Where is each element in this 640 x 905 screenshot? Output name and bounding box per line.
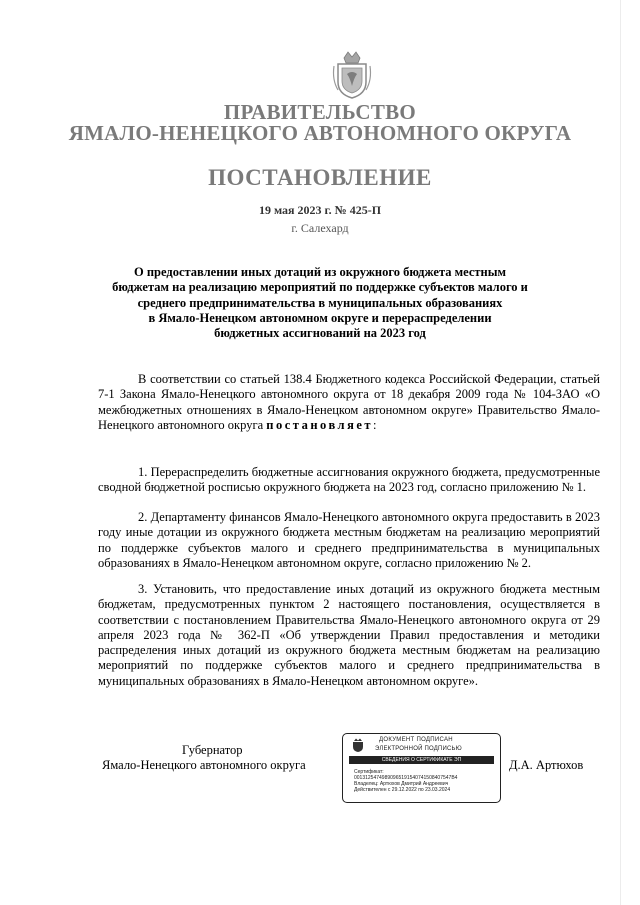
stamp-certificate-bar: СВЕДЕНИЯ О СЕРТИФИКАТЕ ЭП xyxy=(349,756,494,764)
resolves-colon: : xyxy=(373,417,377,432)
subject-line: в Ямало-Ненецком автономном округе и перераспределении xyxy=(148,310,492,325)
item-3-paragraph xyxy=(98,582,600,689)
item-2-text: 2. Департаменту финансов Ямало-Ненецкого автономного округа предоставить в 2023 году иные дотации из окружного бюджета местным бюджетам на реализацию мероприятий по поддержке субъектов малого и среднего предпринимательства в муниципальных образованиях в Ямало-Ненецком автономном округе, согласно приложению № 2. xyxy=(98,510,600,570)
organization-title-line2: ЯМАЛО-НЕНЕЦКОГО АВТОНОМНОГО ОКРУГА xyxy=(68,121,572,145)
page-edge-divider xyxy=(620,0,621,905)
stamp-validity: Действителен с 29.12.2022 по 23.03.2024 xyxy=(354,787,451,793)
stamp-line1: ДОКУМЕНТ ПОДПИСАН xyxy=(379,737,453,743)
subject-line: бюджетных ассигнований на 2023 год xyxy=(214,326,426,341)
item-2-paragraph xyxy=(98,510,600,571)
document-subject xyxy=(0,265,640,341)
preamble-text: В соответствии со статьей 138.4 Бюджетного кодекса Российской Федерации, статьей 7-1 Закона Ямало-Ненецкого автономного округа от 18 декабря 2009 года № 104-ЗАО «О межбюджетных отношениях в Ямало-Ненецком автономном округе» Правительство Ямало-Ненецкого автономного округа xyxy=(98,372,600,432)
subject-line: среднего предпринимательства в муниципальных образованиях xyxy=(137,295,503,310)
stamp-emblem-icon xyxy=(351,738,365,753)
document-type-title: ПОСТАНОВЛЕНИЕ xyxy=(208,165,432,190)
preamble-paragraph xyxy=(98,372,600,433)
organization-title-line1: ПРАВИТЕЛЬСТВО xyxy=(223,100,417,124)
item-1-text: 1. Перераспределить бюджетные ассигнования окружного бюджета, предусмотренные сводной бюджетной росписью окружного бюджета на 2023 год, согласно приложению № 1. xyxy=(98,465,600,495)
stamp-cert-number: 00131254749890965191540741508407547B4 xyxy=(354,775,458,781)
item-1-paragraph xyxy=(98,465,600,496)
electronic-signature-stamp xyxy=(342,733,501,803)
signatory-role-line2: Ямало-Ненецкого автономного округа xyxy=(102,758,306,772)
subject-line: О предоставлении иных дотаций из окружного бюджета местным xyxy=(134,265,506,279)
signatory-role-line1: Губернатор xyxy=(182,743,243,757)
subject-line: бюджетам на реализацию мероприятий по поддержке субъектов малого и xyxy=(112,280,528,295)
coat-of-arms-emblem xyxy=(330,50,374,100)
resolves-word: постановляет xyxy=(266,417,374,432)
document-city: г. Салехард xyxy=(291,221,349,235)
signatory-name: Д.А. Артюхов xyxy=(509,758,584,772)
stamp-cert-label: Сертификат: xyxy=(354,769,384,775)
item-3-text: 3. Установить, что предоставление иных дотаций из окружного бюджета местным бюджетам, предусмотренных пунктом 2 настоящего постановления, осуществляется в соответствии с постановлением Правительства Ямало-Ненецкого автономного округа от 29 апреля 2023 года № 362-П «Об утверждении Правил предоставления и методики распределения иных дотаций из окружного бюджета местным бюджетам на реализацию мероприятий по поддержке субъектов малого и среднего предпринимательства в муниципальных образованиях в Ямало-Ненецком автономном округе». xyxy=(98,582,600,688)
stamp-owner: Владелец: Артюхов Дмитрий Андреевич xyxy=(354,781,449,787)
document-date-number: 19 мая 2023 г. № 425-П xyxy=(258,203,382,217)
stamp-line2: ЭЛЕКТРОННОЙ ПОДПИСЬЮ xyxy=(375,746,462,752)
